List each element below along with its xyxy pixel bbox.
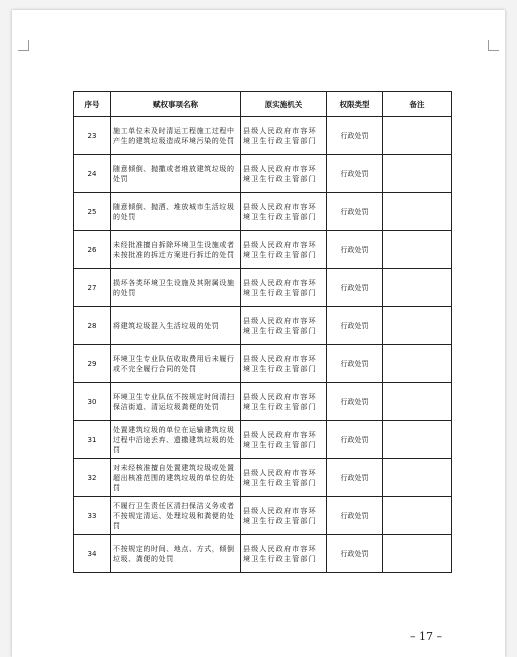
crop-mark-top-right	[488, 40, 499, 51]
row-remarks	[383, 193, 452, 231]
row-number: 23	[74, 117, 111, 155]
row-item-name: 损坏各类环境卫生设施及其附属设施的处罚	[111, 269, 241, 307]
row-type: 行政处罚	[327, 421, 383, 459]
header-original-authority: 原实施机关	[241, 92, 327, 117]
document-page	[12, 10, 505, 657]
row-remarks	[383, 231, 452, 269]
row-item-name: 施工单位未及时清运工程施工过程中产生的建筑垃圾造成环境污染的处罚	[111, 117, 241, 155]
row-authority: 县级人民政府市容环境卫生行政主管部门	[241, 345, 327, 383]
row-number: 32	[74, 459, 111, 497]
row-remarks	[383, 459, 452, 497]
header-item-name: 赋权事项名称	[111, 92, 241, 117]
row-item-name: 未经批准擅自拆除环境卫生设施或者未按批准的拆迁方案进行拆迁的处罚	[111, 231, 241, 269]
row-item-name: 将建筑垃圾混入生活垃圾的处罚	[111, 307, 241, 345]
row-authority: 县级人民政府市容环境卫生行政主管部门	[241, 269, 327, 307]
row-type: 行政处罚	[327, 459, 383, 497]
authority-table	[73, 91, 452, 573]
row-type: 行政处罚	[327, 497, 383, 535]
table-row	[74, 231, 452, 269]
row-remarks	[383, 383, 452, 421]
row-number: 34	[74, 535, 111, 573]
row-authority: 县级人民政府市容环境卫生行政主管部门	[241, 155, 327, 193]
row-item-name: 对未经核准擅自处置建筑垃圾或处置超出核准范围的建筑垃圾的单位的处罚	[111, 459, 241, 497]
row-type: 行政处罚	[327, 231, 383, 269]
header-authority-type: 权限类型	[327, 92, 383, 117]
row-item-name: 不按规定的时间、地点、方式，倾倒垃圾、粪便的处罚	[111, 535, 241, 573]
row-remarks	[383, 535, 452, 573]
table-row	[74, 535, 452, 573]
table-row	[74, 345, 452, 383]
row-number: 30	[74, 383, 111, 421]
row-authority: 县级人民政府市容环境卫生行政主管部门	[241, 421, 327, 459]
row-type: 行政处罚	[327, 269, 383, 307]
row-item-name: 随意倾倒、抛洒、堆放城市生活垃圾的处罚	[111, 193, 241, 231]
row-type: 行政处罚	[327, 535, 383, 573]
row-remarks	[383, 269, 452, 307]
row-authority: 县级人民政府市容环境卫生行政主管部门	[241, 231, 327, 269]
row-remarks	[383, 497, 452, 535]
row-item-name: 环境卫生专业队伍收取费用后未履行或不完全履行合同的处罚	[111, 345, 241, 383]
row-number: 26	[74, 231, 111, 269]
row-number: 29	[74, 345, 111, 383]
header-remarks: 备注	[383, 92, 452, 117]
table-row	[74, 307, 452, 345]
row-type: 行政处罚	[327, 117, 383, 155]
table-header-row	[74, 92, 452, 117]
row-number: 27	[74, 269, 111, 307]
row-authority: 县级人民政府市容环境卫生行政主管部门	[241, 459, 327, 497]
table-row	[74, 421, 452, 459]
row-remarks	[383, 155, 452, 193]
row-item-name: 不履行卫生责任区清扫保洁义务或者不按规定清运、处理垃圾和粪便的处罚	[111, 497, 241, 535]
table-row	[74, 155, 452, 193]
row-number: 25	[74, 193, 111, 231]
table-row	[74, 459, 452, 497]
row-remarks	[383, 307, 452, 345]
row-number: 33	[74, 497, 111, 535]
table-row	[74, 193, 452, 231]
row-remarks	[383, 421, 452, 459]
row-authority: 县级人民政府市容环境卫生行政主管部门	[241, 117, 327, 155]
row-type: 行政处罚	[327, 345, 383, 383]
row-type: 行政处罚	[327, 307, 383, 345]
header-serial: 序号	[74, 92, 111, 117]
table-row	[74, 117, 452, 155]
row-item-name: 处置建筑垃圾的单位在运输建筑垃圾过程中沿途丢弃、遗撒建筑垃圾的处罚	[111, 421, 241, 459]
row-authority: 县级人民政府市容环境卫生行政主管部门	[241, 535, 327, 573]
table-row	[74, 383, 452, 421]
row-remarks	[383, 345, 452, 383]
row-authority: 县级人民政府市容环境卫生行政主管部门	[241, 497, 327, 535]
page-number: – 17 –	[410, 630, 442, 643]
row-type: 行政处罚	[327, 155, 383, 193]
row-item-name: 随意倾倒、抛撒或者堆放建筑垃圾的处罚	[111, 155, 241, 193]
row-number: 31	[74, 421, 111, 459]
table-row	[74, 269, 452, 307]
table-row	[74, 497, 452, 535]
row-remarks	[383, 117, 452, 155]
row-number: 24	[74, 155, 111, 193]
row-type: 行政处罚	[327, 383, 383, 421]
row-type: 行政处罚	[327, 193, 383, 231]
row-item-name: 环境卫生专业队伍不按规定时间清扫保洁街道、清运垃圾粪便的处罚	[111, 383, 241, 421]
row-authority: 县级人民政府市容环境卫生行政主管部门	[241, 307, 327, 345]
row-authority: 县级人民政府市容环境卫生行政主管部门	[241, 383, 327, 421]
crop-mark-top-left	[18, 40, 29, 51]
row-number: 28	[74, 307, 111, 345]
row-authority: 县级人民政府市容环境卫生行政主管部门	[241, 193, 327, 231]
